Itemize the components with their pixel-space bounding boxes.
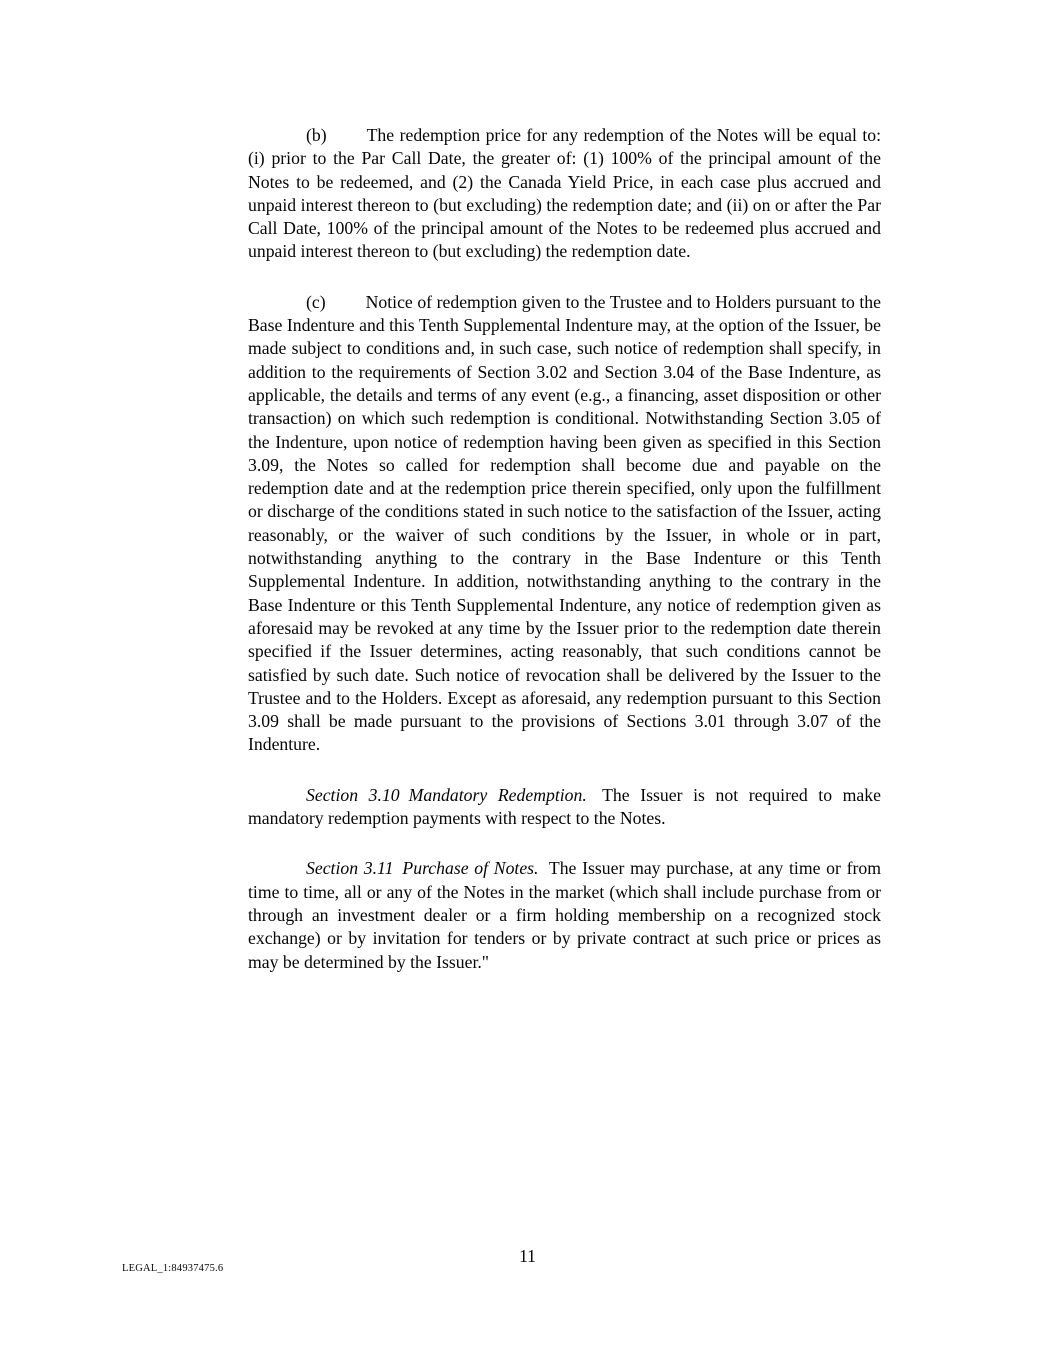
paragraph-b (248, 124, 881, 264)
paragraph-c-label: (c) (306, 291, 326, 312)
paragraph-c-text: Notice of redemption given to the Trustee and to Holders pursuant to the Base Indenture and this Tenth Supplemental Indenture may, at the option of the Issuer, be made subject to conditions and, in such case, such notice of redemption shall specify, in addition to the requirements of Section 3.02 and Section 3.04 of the Base Indenture, as applicable, the details and terms of any event (e.g., a financing, asset disposition or other transaction) on which such redemption is conditional. Notwithstanding Section 3.05 of the Indenture, upon notice of redemption having been given as specified in this Section 3.09, the Notes so called for redemption shall become due and payable on the redemption date and at the redemption price therein specified, only upon the fulfillment or discharge of the conditions stated in such notice to the satisfaction of the Issuer, acting reasonably, or the waiver of such conditions by the Issuer, in whole or in part, notwithstanding anything to the contrary in the Base Indenture or this Tenth Supplemental Indenture. In addition, notwithstanding anything to the contrary in the Base Indenture or this Tenth Supplemental Indenture, any notice of redemption given as aforesaid may be revoked at any time by the Issuer prior to the redemption date therein specified if the Issuer determines, acting reasonably, that such conditions cannot be satisfied by such date. Such notice of revocation shall be delivered by the Issuer to the Trustee and to the Holders. Except as aforesaid, any redemption pursuant to this Section 3.09 shall be made pursuant to the provisions of Sections 3.01 through 3.07 of the Indenture. (248, 291, 881, 755)
footer-doc-ref: LEGAL_1:84937475.6 (122, 1263, 224, 1274)
document-body (248, 124, 881, 974)
page-number: 11 (519, 1246, 536, 1266)
paragraph-b-label: (b) (306, 125, 327, 145)
section-3-11-title: Purchase of Notes. (402, 858, 539, 879)
paragraph-b-text: The redemption price for any redemption of the Notes will be equal to: (i) prior to the Par Call Date, the greater of: (1) 100% of the principal amount of the Notes to be redeemed, and (2) the Canada Yield Price, in each case plus accrued and unpaid interest thereon to (but excluding) the redemption date; and (ii) on or after the Par Call Date, 100% of the principal amount of the Notes to be redeemed plus accrued and unpaid interest thereon to (but excluding) the redemption date. (248, 125, 881, 262)
section-3-11-number: Section 3.11 (306, 858, 394, 879)
section-3-11-text: The Issuer may purchase, at any time or from time to time, all or any of the Notes in the market (which shall include purchase from or through an investment dealer or a firm holding membership on a recognized stock exchange) or by invitation for tenders or by private contract at such price or prices as may be determined by the Issuer." (248, 858, 881, 972)
section-3-10-text: The Issuer is not required to make mandatory redemption payments with respect to the Notes. (248, 784, 881, 829)
section-3-10-number: Section 3.10 (306, 784, 400, 805)
section-3-10 (248, 784, 881, 831)
section-3-11 (248, 857, 881, 973)
paragraph-c (248, 291, 881, 757)
section-3-10-title: Mandatory Redemption. (408, 784, 587, 805)
